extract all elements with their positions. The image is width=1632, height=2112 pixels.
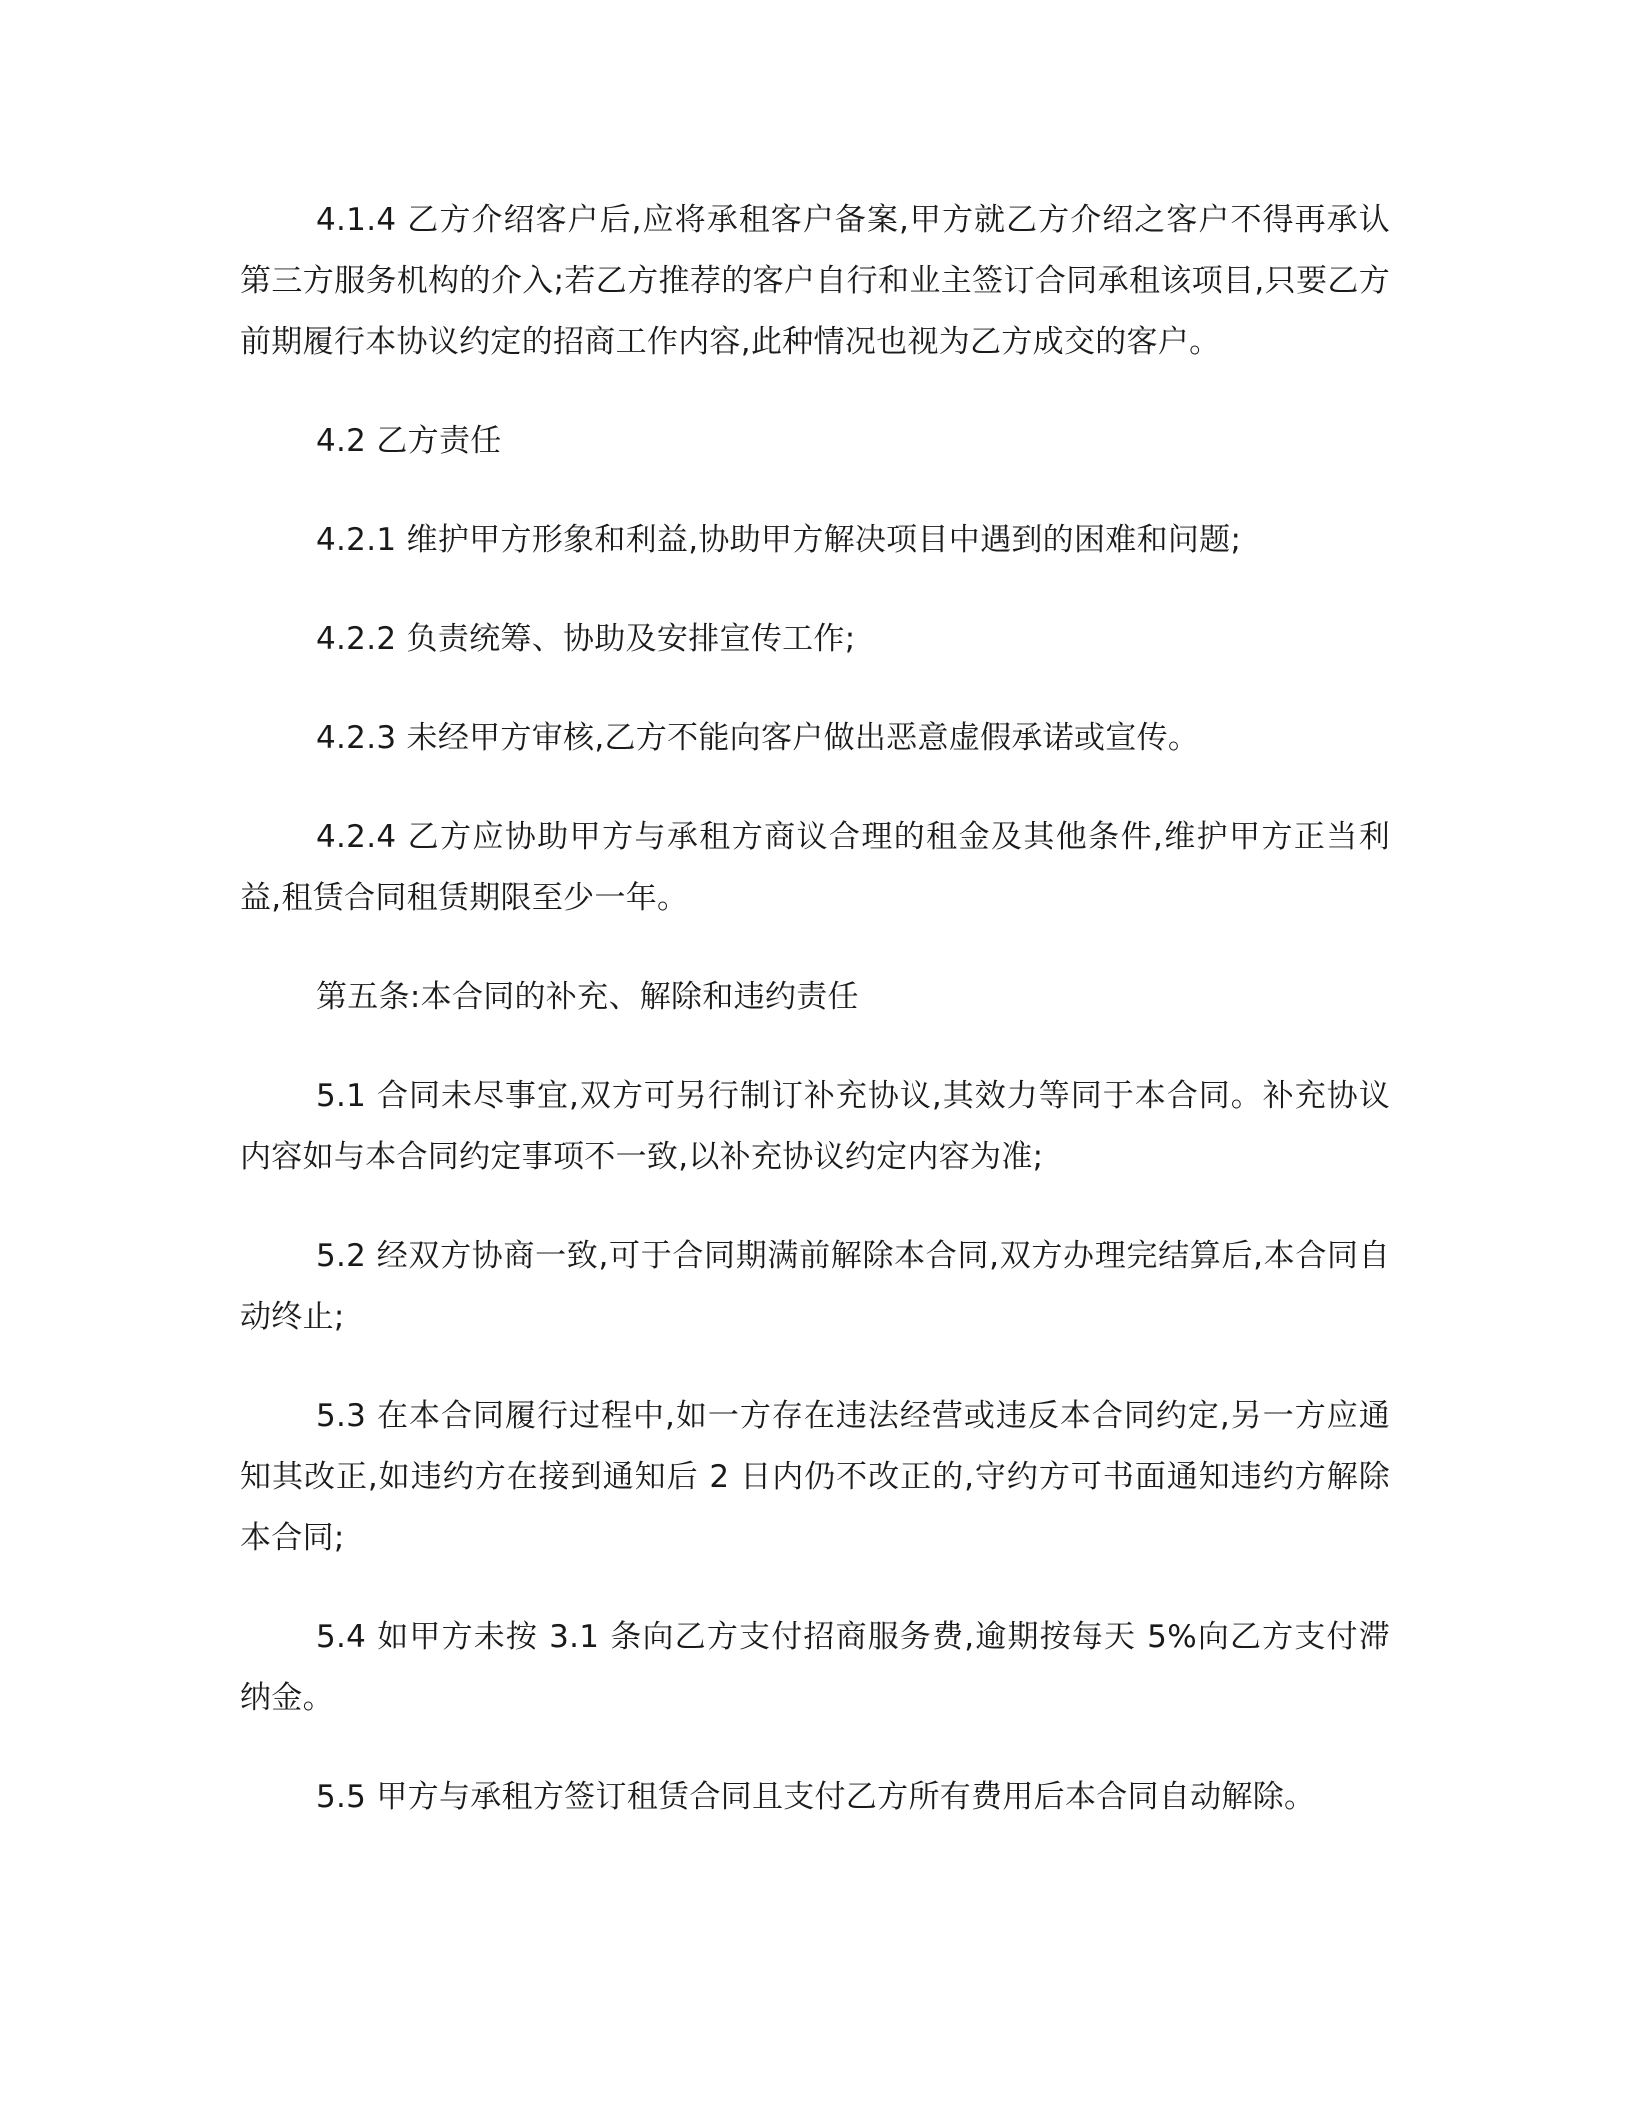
clause-5-1: 5.1 合同未尽事宜,双方可另行制订补充协议,其效力等同于本合同。补充协议内容如与本合同约定事项不一致,以补充协议约定内容为准;	[240, 1078, 1390, 1175]
heading-4-2: 4.2 乙方责任	[316, 423, 502, 459]
clause-5-3: 5.3 在本合同履行过程中,如一方存在违法经营或违反本合同约定,另一方应通知其改正,如违约方在接到通知后 2 日内仍不改正的,守约方可书面通知违约方解除本合同;	[240, 1398, 1390, 1556]
clause-5-2: 5.2 经双方协商一致,可于合同期满前解除本合同,双方办理完结算后,本合同自动终止;	[240, 1238, 1390, 1335]
clause-4-2-2: 4.2.2 负责统筹、协助及安排宣传工作;	[316, 621, 856, 657]
clause-5-5: 5.5 甲方与承租方签订租赁合同且支付乙方所有费用后本合同自动解除。	[316, 1779, 1316, 1815]
clause-5-4: 5.4 如甲方未按 3.1 条向乙方支付招商服务费,逾期按每天 5%向乙方支付滞纳金。	[240, 1619, 1390, 1716]
clause-4-2-1: 4.2.1 维护甲方形象和利益,协助甲方解决项目中遇到的困难和问题;	[316, 522, 1242, 558]
heading-article-5: 第五条:本合同的补充、解除和违约责任	[316, 979, 859, 1015]
clause-4-2-3: 4.2.3 未经甲方审核,乙方不能向客户做出恶意虚假承诺或宣传。	[316, 720, 1200, 756]
clause-4-2-4: 4.2.4 乙方应协助甲方与承租方商议合理的租金及其他条件,维护甲方正当利益,租赁合同租赁期限至少一年。	[240, 819, 1390, 916]
clause-4-1-4: 4.1.4 乙方介绍客户后,应将承租客户备案,甲方就乙方介绍之客户不得再承认第三方服务机构的介入;若乙方推荐的客户自行和业主签订合同承租该项目,只要乙方前期履行本协议约定的招商工作内容,此种情况也视为乙方成交的客户。	[240, 202, 1390, 360]
document-body	[240, 190, 1390, 1866]
